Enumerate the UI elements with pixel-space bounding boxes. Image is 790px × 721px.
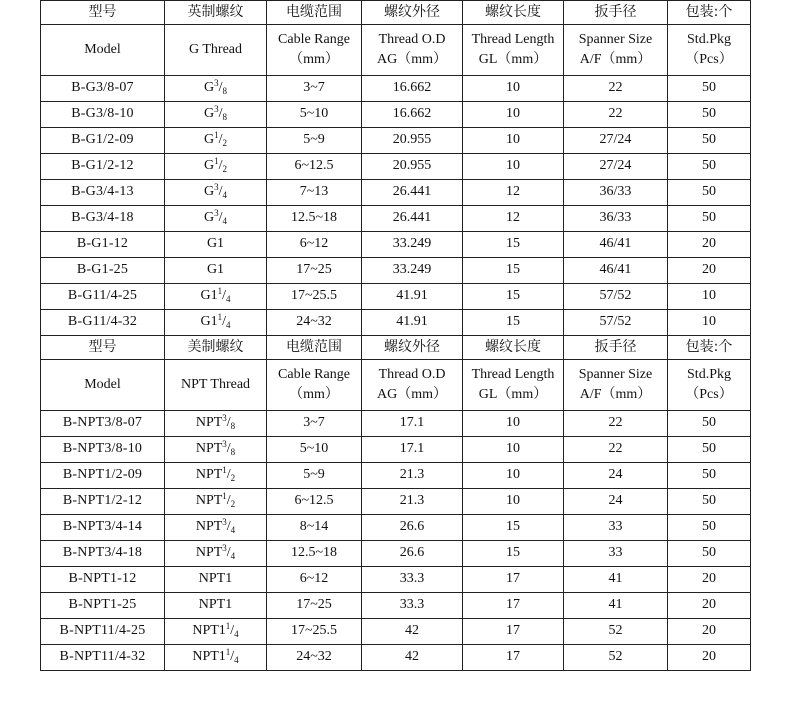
cell-model: B-G11/4-32 [41,310,165,336]
cell-thread [165,284,267,310]
header-en-line: A/F（mm） [579,52,652,67]
cell-model: B-G3/8-07 [41,76,165,102]
header-en-line: AG（mm） [377,52,447,67]
cell-thread [165,515,267,541]
header-en-thread [165,25,267,76]
thread-fraction-slash: / [230,623,235,639]
cell-model: B-NPT3/8-07 [41,411,165,437]
cell-cable-range: 24~32 [267,645,362,671]
cell-model: B-NPT3/4-14 [41,515,165,541]
thread-fraction-slash: / [226,493,231,509]
cell-thread-od: 26.441 [362,180,463,206]
header-cn-thread-od: 螺纹外径 [362,336,463,360]
cell-model: B-NPT3/8-10 [41,437,165,463]
thread-fraction-denominator: 8 [230,447,236,458]
table-row [41,645,751,671]
thread-fraction-slash: / [218,210,223,226]
header-cn-std-pkg: 包装:个 [668,1,751,25]
thread-base: NPT [195,441,223,457]
header-cn-thread: 英制螺纹 [165,1,267,25]
header-en-line: Std.Pkg [687,367,731,382]
header-en-cable-range [267,360,362,411]
table-row [41,154,751,180]
cell-std-pkg: 50 [668,541,751,567]
thread-fraction-slash: / [226,415,231,431]
table-row [41,206,751,232]
cell-cable-range: 5~10 [267,437,362,463]
thread-fraction-slash: / [230,649,235,665]
header-en-line: （mm） [289,52,339,67]
cell-std-pkg: 50 [668,463,751,489]
thread-base: NPT [195,519,223,535]
cell-thread-od: 33.3 [362,593,463,619]
cell-spanner-size: 22 [564,76,668,102]
header-row-cn [41,336,751,360]
table-row [41,619,751,645]
cell-thread [165,258,267,284]
cell-cable-range: 3~7 [267,76,362,102]
header-en-line: A/F（mm） [579,387,652,402]
cell-spanner-size: 27/24 [564,154,668,180]
table-row [41,102,751,128]
cell-cable-range: 5~10 [267,102,362,128]
cell-thread [165,232,267,258]
thread-fraction-numerator: 1 [214,130,219,141]
table-row [41,180,751,206]
cell-cable-range: 6~12.5 [267,154,362,180]
header-en-line: GL（mm） [478,52,548,67]
thread-base: G1 [200,288,218,304]
cell-thread-length: 17 [463,645,564,671]
thread-fraction-numerator: 3 [222,413,227,424]
cell-thread-od: 20.955 [362,128,463,154]
cell-thread [165,489,267,515]
cell-spanner-size: 41 [564,593,668,619]
cell-thread-length: 15 [463,541,564,567]
header-en-model [41,360,165,411]
thread-base: NPT [195,415,223,431]
header-cn-model: 型号 [41,336,165,360]
thread-base: G [203,106,215,122]
cell-std-pkg: 10 [668,310,751,336]
cell-spanner-size: 57/52 [564,310,668,336]
header-en-line: Spanner Size [578,32,653,47]
cell-spanner-size: 22 [564,437,668,463]
cell-spanner-size: 27/24 [564,128,668,154]
cell-thread-length: 17 [463,619,564,645]
table-row [41,567,751,593]
cell-thread [165,310,267,336]
cell-thread-length: 10 [463,154,564,180]
thread-fraction-numerator: 3 [214,208,219,219]
header-en-std-pkg [668,25,751,76]
cell-std-pkg: 10 [668,284,751,310]
cell-spanner-size: 46/41 [564,258,668,284]
thread-fraction-denominator: 2 [222,164,227,175]
cell-std-pkg: 50 [668,437,751,463]
thread-fraction-numerator: 1 [225,647,231,658]
cell-thread [165,437,267,463]
table-row [41,411,751,437]
thread-base: G [203,80,215,96]
thread-fraction-denominator: 4 [234,655,239,666]
table-row [41,437,751,463]
header-en-line: Model [84,42,121,57]
cell-model: B-G1/2-09 [41,128,165,154]
cell-thread-od: 17.1 [362,437,463,463]
header-cn-thread: 美制螺纹 [165,336,267,360]
cell-thread-length: 10 [463,463,564,489]
thread-fraction-denominator: 2 [222,138,227,149]
cell-std-pkg: 50 [668,180,751,206]
cell-model: B-NPT1-25 [41,593,165,619]
cell-thread [165,619,267,645]
cell-model: B-NPT3/4-18 [41,541,165,567]
cell-spanner-size: 41 [564,567,668,593]
cell-spanner-size: 46/41 [564,232,668,258]
cell-std-pkg: 20 [668,232,751,258]
cell-thread [165,411,267,437]
cell-std-pkg: 50 [668,154,751,180]
thread-fraction-slash: / [218,158,223,174]
cell-model: B-G1-25 [41,258,165,284]
cell-std-pkg: 20 [668,258,751,284]
cell-spanner-size: 52 [564,645,668,671]
header-en-line: Thread Length [471,32,555,47]
cell-thread [165,593,267,619]
cell-spanner-size: 22 [564,102,668,128]
thread-fraction-slash: / [226,467,231,483]
cell-std-pkg: 20 [668,567,751,593]
table-row [41,310,751,336]
cell-cable-range: 12.5~18 [267,206,362,232]
header-en-line: （Pcs） [685,387,733,402]
header-en-line: G Thread [189,42,242,57]
cell-thread [165,154,267,180]
cell-model: B-G3/8-10 [41,102,165,128]
cell-cable-range: 6~12 [267,567,362,593]
header-en-thread-length [463,25,564,76]
header-cn-thread-od: 螺纹外径 [362,1,463,25]
cell-thread-od: 20.955 [362,154,463,180]
header-en-line: Std.Pkg [687,32,731,47]
thread-fraction-numerator: 1 [217,312,223,323]
header-en-thread-od [362,360,463,411]
thread-fraction-slash: / [226,441,231,457]
cell-std-pkg: 50 [668,128,751,154]
thread-fraction-slash: / [218,132,223,148]
spec-table [40,0,751,671]
cell-cable-range: 17~25 [267,593,362,619]
cell-thread-length: 10 [463,437,564,463]
header-en-thread-length [463,360,564,411]
thread-base: G1 [206,262,225,278]
thread-fraction-denominator: 2 [230,473,236,484]
header-en-line: （mm） [289,387,339,402]
thread-fraction-denominator: 8 [222,86,227,97]
cell-model: B-G3/4-18 [41,206,165,232]
cell-thread-length: 15 [463,310,564,336]
cell-thread-od: 26.6 [362,515,463,541]
cell-spanner-size: 57/52 [564,284,668,310]
header-en-spanner-size [564,25,668,76]
cell-thread-length: 15 [463,258,564,284]
cell-cable-range: 6~12 [267,232,362,258]
cell-thread-length: 10 [463,411,564,437]
cell-cable-range: 24~32 [267,310,362,336]
cell-cable-range: 5~9 [267,463,362,489]
cell-std-pkg: 50 [668,411,751,437]
thread-base: NPT [195,545,223,561]
table-row [41,128,751,154]
header-en-line: Thread O.D [378,32,446,47]
cell-std-pkg: 20 [668,645,751,671]
header-en-cable-range [267,25,362,76]
cell-model: B-NPT1/2-09 [41,463,165,489]
thread-fraction-numerator: 3 [222,439,227,450]
cell-spanner-size: 24 [564,489,668,515]
cell-thread-od: 42 [362,619,463,645]
thread-base: NPT [195,493,223,509]
cell-cable-range: 3~7 [267,411,362,437]
table-row [41,76,751,102]
header-en-line: AG（mm） [377,387,447,402]
header-en-line: NPT Thread [180,377,251,392]
cell-cable-range: 17~25 [267,258,362,284]
cell-spanner-size: 33 [564,515,668,541]
cell-thread-length: 10 [463,102,564,128]
cell-cable-range: 12.5~18 [267,541,362,567]
cell-thread-od: 16.662 [362,76,463,102]
cell-thread-od: 33.3 [362,567,463,593]
header-en-line: （Pcs） [685,52,733,67]
header-en-line: Cable Range [278,32,350,47]
cell-thread [165,567,267,593]
thread-fraction-denominator: 4 [222,216,227,227]
thread-fraction-denominator: 4 [222,190,227,201]
cell-std-pkg: 50 [668,206,751,232]
thread-base: G [203,210,215,226]
header-en-line: Model [84,377,121,392]
table-row [41,258,751,284]
header-en-spanner-size [564,360,668,411]
table-row [41,541,751,567]
header-row-en [41,25,751,76]
cell-model: B-G1-12 [41,232,165,258]
thread-fraction-denominator: 4 [230,551,236,562]
cell-thread [165,180,267,206]
cell-spanner-size: 22 [564,411,668,437]
cell-spanner-size: 52 [564,619,668,645]
thread-fraction-numerator: 3 [214,104,219,115]
cell-thread-length: 10 [463,489,564,515]
thread-fraction-numerator: 3 [222,543,227,554]
cell-thread-od: 21.3 [362,489,463,515]
cell-model: B-G11/4-25 [41,284,165,310]
cell-model: B-G1/2-12 [41,154,165,180]
header-en-line: Thread Length [471,367,555,382]
cell-std-pkg: 50 [668,515,751,541]
cell-thread-od: 26.6 [362,541,463,567]
cell-std-pkg: 20 [668,593,751,619]
thread-fraction-denominator: 8 [222,112,227,123]
thread-base: NPT1 [192,649,226,665]
thread-base: G1 [200,314,218,330]
cell-model: B-NPT1-12 [41,567,165,593]
thread-fraction-slash: / [218,184,223,200]
cell-spanner-size: 36/33 [564,206,668,232]
thread-base: NPT1 [192,623,226,639]
header-en-line: Cable Range [278,367,350,382]
thread-base: NPT1 [198,571,233,587]
cell-thread-od: 41.91 [362,310,463,336]
header-cn-cable-range: 电缆范围 [267,336,362,360]
thread-fraction-denominator: 2 [230,499,236,510]
cell-thread-length: 15 [463,284,564,310]
thread-fraction-denominator: 8 [230,421,236,432]
cell-model: B-NPT11/4-32 [41,645,165,671]
cell-thread [165,463,267,489]
cell-thread [165,128,267,154]
header-cn-model: 型号 [41,1,165,25]
thread-base: G [203,184,215,200]
thread-fraction-denominator: 4 [226,320,231,331]
table-row [41,489,751,515]
thread-fraction-denominator: 4 [230,525,236,536]
cell-cable-range: 5~9 [267,128,362,154]
cell-cable-range: 8~14 [267,515,362,541]
table-row [41,463,751,489]
header-en-line: GL（mm） [478,387,548,402]
header-cn-cable-range: 电缆范围 [267,1,362,25]
cell-spanner-size: 36/33 [564,180,668,206]
header-en-thread-od [362,25,463,76]
thread-base: NPT [195,467,223,483]
table-row [41,284,751,310]
header-cn-thread-length: 螺纹长度 [463,336,564,360]
cell-thread-length: 17 [463,567,564,593]
header-en-line: Thread O.D [378,367,446,382]
thread-fraction-numerator: 3 [214,78,219,89]
thread-fraction-numerator: 1 [222,491,227,502]
thread-base: G [203,132,215,148]
cell-thread-length: 12 [463,180,564,206]
thread-fraction-numerator: 1 [217,286,223,297]
cell-thread-od: 17.1 [362,411,463,437]
thread-fraction-numerator: 1 [225,621,231,632]
cell-thread-length: 17 [463,593,564,619]
cell-cable-range: 17~25.5 [267,284,362,310]
cell-spanner-size: 24 [564,463,668,489]
thread-fraction-slash: / [222,314,226,330]
cell-thread [165,206,267,232]
cell-thread [165,102,267,128]
header-cn-spanner-size: 扳手径 [564,1,668,25]
cell-cable-range: 7~13 [267,180,362,206]
table-row [41,515,751,541]
header-en-thread [165,360,267,411]
cell-thread-length: 12 [463,206,564,232]
cell-model: B-NPT1/2-12 [41,489,165,515]
cell-std-pkg: 50 [668,102,751,128]
cell-thread-od: 33.249 [362,232,463,258]
table-row [41,232,751,258]
thread-fraction-slash: / [222,288,226,304]
header-en-line: Spanner Size [578,367,653,382]
thread-fraction-slash: / [218,106,223,122]
thread-base: NPT1 [198,597,233,613]
cell-thread-od: 16.662 [362,102,463,128]
header-cn-std-pkg: 包装:个 [668,336,751,360]
thread-fraction-slash: / [226,519,231,535]
thread-fraction-numerator: 1 [222,465,227,476]
spec-table-body [41,1,751,671]
thread-fraction-numerator: 3 [222,517,227,528]
cell-std-pkg: 50 [668,76,751,102]
thread-fraction-denominator: 4 [226,294,231,305]
cell-model: B-NPT11/4-25 [41,619,165,645]
cell-thread-od: 26.441 [362,206,463,232]
cell-spanner-size: 33 [564,541,668,567]
cell-thread [165,541,267,567]
header-en-model [41,25,165,76]
header-row-en [41,360,751,411]
thread-base: G [203,158,215,174]
cell-thread-length: 15 [463,515,564,541]
thread-base: G1 [206,236,225,252]
cell-thread-od: 41.91 [362,284,463,310]
cell-std-pkg: 50 [668,489,751,515]
cell-thread-od: 42 [362,645,463,671]
cell-thread-od: 21.3 [362,463,463,489]
thread-fraction-slash: / [218,80,223,96]
cell-thread-length: 15 [463,232,564,258]
cell-thread [165,645,267,671]
table-row [41,593,751,619]
header-row-cn [41,1,751,25]
thread-fraction-numerator: 1 [214,156,219,167]
thread-fraction-slash: / [226,545,231,561]
thread-fraction-numerator: 3 [214,182,219,193]
cell-model: B-G3/4-13 [41,180,165,206]
header-cn-thread-length: 螺纹长度 [463,1,564,25]
cell-thread-length: 10 [463,128,564,154]
cell-std-pkg: 20 [668,619,751,645]
cell-cable-range: 17~25.5 [267,619,362,645]
header-en-std-pkg [668,360,751,411]
cell-thread [165,76,267,102]
thread-fraction-denominator: 4 [234,629,239,640]
header-cn-spanner-size: 扳手径 [564,336,668,360]
cell-cable-range: 6~12.5 [267,489,362,515]
cell-thread-od: 33.249 [362,258,463,284]
cell-thread-length: 10 [463,76,564,102]
